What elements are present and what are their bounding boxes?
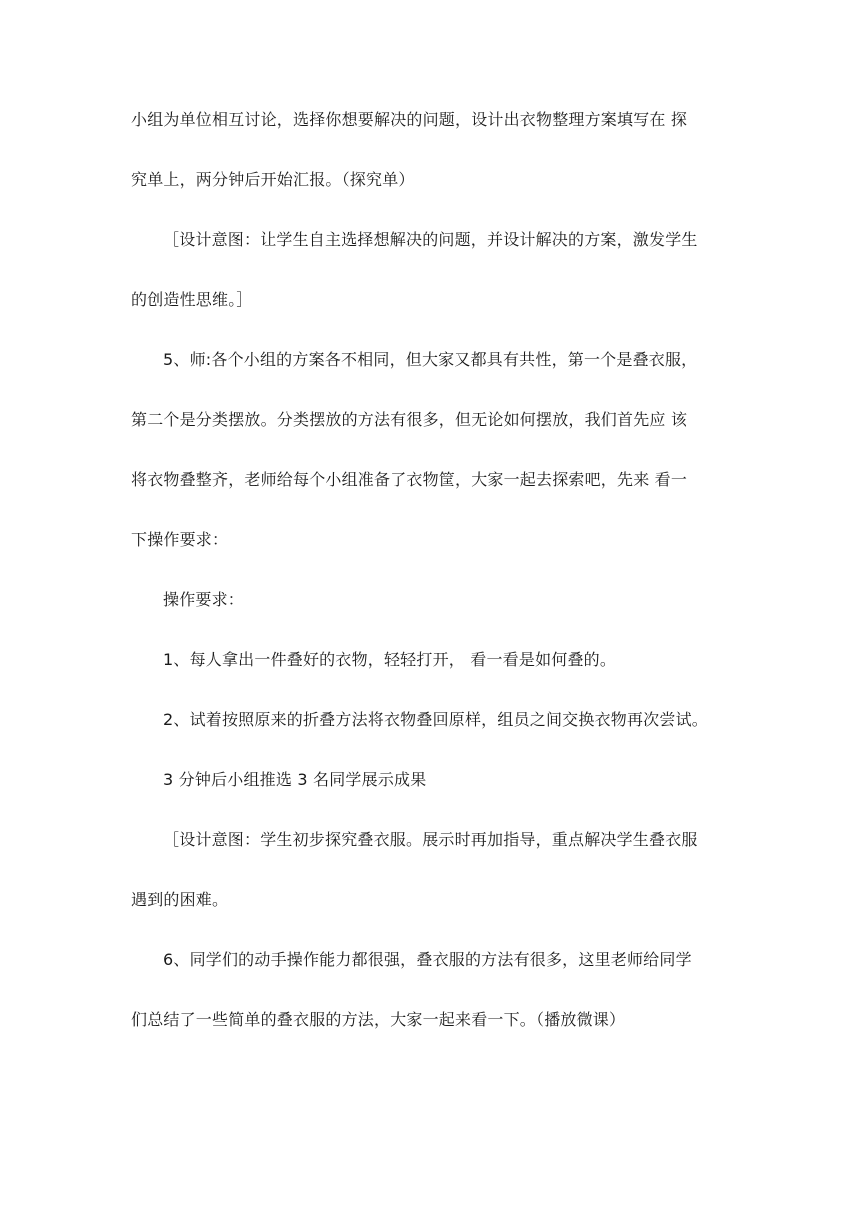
list-item: 2、试着按照原来的折叠方法将衣物叠回原样，组员之间交换衣物再次尝试。 xyxy=(163,710,708,729)
paragraph-line: 5、师:各个小组的方案各不相同，但大家又都具有共性，第一个是叠衣服， xyxy=(163,350,698,369)
list-item: 1、每人拿出一件叠好的衣物，轻轻打开， 看一看是如何叠的。 xyxy=(163,650,617,669)
design-intent-line: 遇到的困难。 xyxy=(131,890,229,909)
list-item: 3 分钟后小组推选 3 名同学展示成果 xyxy=(163,770,427,789)
section-heading: 操作要求： xyxy=(163,590,245,609)
paragraph-line: 究单上，两分钟后开始汇报。（探究单） xyxy=(131,170,415,189)
paragraph-line: 们总结了一些简单的叠衣服的方法，大家一起来看一下。（播放微课） xyxy=(131,1010,626,1029)
design-intent-line: ［设计意图：学生初步探究叠衣服。展示时再加指导，重点解决学生叠衣服 xyxy=(163,830,698,849)
design-intent-line: 的创造性思维。］ xyxy=(131,290,253,309)
paragraph-line: 6、同学们的动手操作能力都很强，叠衣服的方法有很多，这里老师给同学 xyxy=(163,950,692,969)
design-intent-line: ［设计意图：让学生自主选择想解决的问题，并设计解决的方案，激发学生 xyxy=(163,230,698,249)
paragraph-line: 小组为单位相互讨论，选择你想要解决的问题，设计出衣物整理方案填写在 探 xyxy=(131,110,688,129)
paragraph-line: 第二个是分类摆放。分类摆放的方法有很多，但无论如何摆放，我们首先应 该 xyxy=(131,410,688,429)
paragraph-line: 将衣物叠整齐，老师给每个小组准备了衣物筐，大家一起去探索吧，先来 看一 xyxy=(131,470,688,489)
paragraph-line: 下操作要求： xyxy=(131,530,229,549)
